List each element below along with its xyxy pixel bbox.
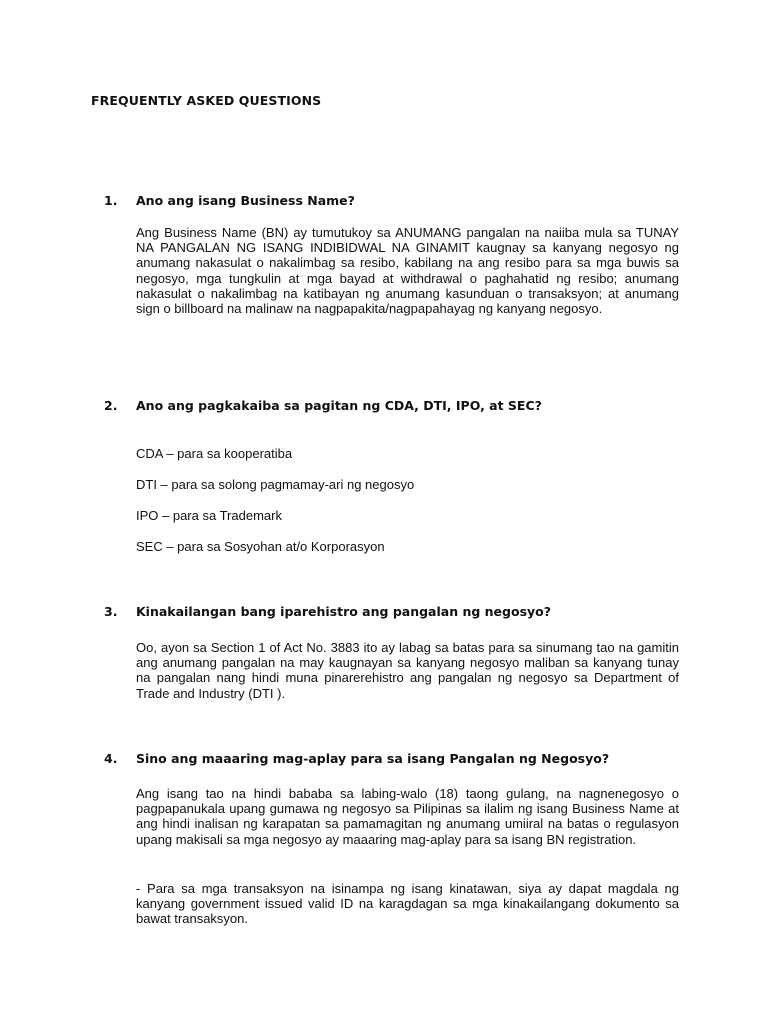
question-4-text: Sino ang maaaring mag-aplay para sa isang Pangalan ng Negosyo? <box>136 751 610 766</box>
question-1-number: 1. <box>104 193 118 208</box>
answer-4-note: - Para sa mga transaksyon na isinampa ng isang kinatawan, siya ay dapat magdala ng kanyang government issued valid ID na karagdagan sa mga kinakailangang dokumento sa bawat transaksyon. <box>136 881 679 927</box>
agency-item-dti: DTI – para sa solong pagmamay-ari ng negosyo <box>136 477 415 492</box>
question-2-number: 2. <box>104 398 118 413</box>
agency-item-cda: CDA – para sa kooperatiba <box>136 446 293 461</box>
agency-item-sec: SEC – para sa Sosyohan at/o Korporasyon <box>136 539 385 554</box>
question-2-text: Ano ang pagkakaiba sa pagitan ng CDA, DTI, IPO, at SEC? <box>136 398 542 413</box>
answer-1-paragraph: Ang Business Name (BN) ay tumutukoy sa ANUMANG pangalan na naiiba mula sa TUNAY NA PANGALAN NG ISANG INDIBIDWAL NA GINAMIT kaugnay sa kanyang negosyo ng anumang nakasulat o nakalimbag sa resibo, kabilang na ang resibo para sa mga buwis sa negosyo, mga tungkulin at mga bayad at withdrawal o paghahatid ng resibo; anumang nakasulat o nakalimbag na katibayan ng anumang kasunduan o transaksyon; at anumang sign o billboard na malinaw na nagpapakita/nagpapahayag ng kanyang negosyo. <box>136 225 679 317</box>
agency-item-ipo: IPO – para sa Trademark <box>136 508 282 523</box>
answer-3-paragraph: Oo, ayon sa Section 1 of Act No. 3883 ito ay labag sa batas para sa sinumang tao na gamitin ang anumang pangalan na may kaugnayan sa kanyang negosyo maliban sa kanyang tunay na pangalan nang hindi muna pinarerehistro ang pangalan ng negosyo sa Department of Trade and Industry (DTI ). <box>136 640 679 701</box>
question-3-text: Kinakailangan bang iparehistro ang pangalan ng negosyo? <box>136 604 551 619</box>
document-title: FREQUENTLY ASKED QUESTIONS <box>91 93 322 108</box>
question-4-number: 4. <box>104 751 118 766</box>
question-1-text: Ano ang isang Business Name? <box>136 193 355 208</box>
question-3-number: 3. <box>104 604 118 619</box>
answer-4-paragraph: Ang isang tao na hindi bababa sa labing-walo (18) taong gulang, na nagnenegosyo o pagpapanukala upang gumawa ng negosyo sa Pilipinas sa ilalim ng isang Business Name at ang hindi inalisan ng karapatan sa pamamagitan ng anumang umiiral na batas o regulasyon upang makisali sa mga negosyo ay maaaring mag-aplay para sa isang BN registration. <box>136 786 679 847</box>
